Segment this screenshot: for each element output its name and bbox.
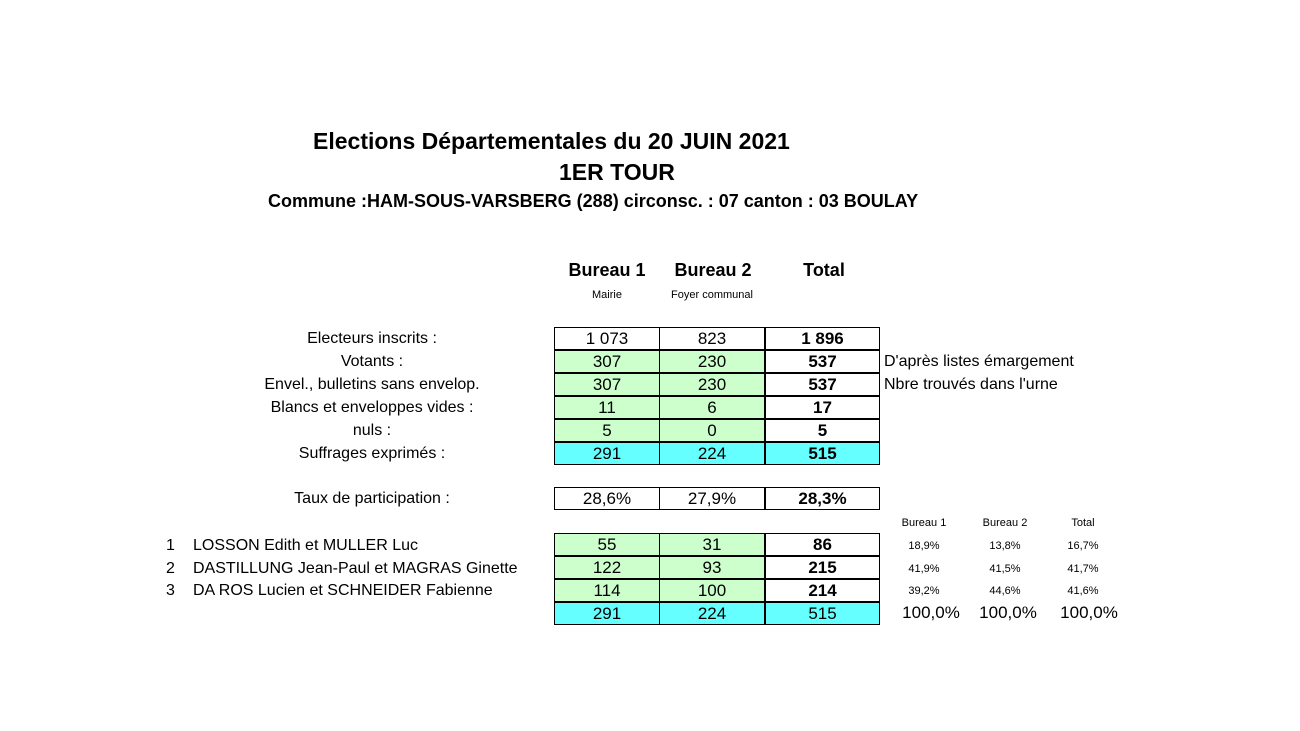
cell-totals-b1: 291 xyxy=(554,602,660,625)
pct-head-b2: Bureau 2 xyxy=(982,517,1028,529)
pct-totals-b2: 100,0% xyxy=(979,603,1037,622)
cell-inscrits-b1: 1 073 xyxy=(554,327,660,350)
row-label-participation: Taux de participation : xyxy=(294,490,450,507)
row-label-inscrits: Electeurs inscrits : xyxy=(307,330,437,347)
cell-nuls-b1: 5 xyxy=(554,419,660,442)
candidate-num: 2 xyxy=(166,560,175,577)
cell-cand1-total: 86 xyxy=(765,533,880,556)
candidate-name: DA ROS Lucien et SCHNEIDER Fabienne xyxy=(193,582,493,599)
cell-nuls-b2: 0 xyxy=(659,419,765,442)
col-bureau1-sub: Mairie xyxy=(592,289,622,301)
row-label-votants: Votants : xyxy=(340,353,404,370)
cell-participation-total: 28,3% xyxy=(765,487,880,510)
cell-cand3-total: 214 xyxy=(765,579,880,602)
pct-cand3-b2: 44,6% xyxy=(989,585,1021,597)
cell-participation-b1: 28,6% xyxy=(554,487,660,510)
candidate-name: LOSSON Edith et MULLER Luc xyxy=(193,537,418,554)
cell-blancs-b1: 11 xyxy=(554,396,660,419)
cell-votants-b1: 307 xyxy=(554,350,660,373)
cell-envel-b2: 230 xyxy=(659,373,765,396)
cell-cand1-b1: 55 xyxy=(554,533,660,556)
row-label-envel: Envel., bulletins sans envelop. xyxy=(264,376,480,393)
cell-envel-b1: 307 xyxy=(554,373,660,396)
tour-label: 1ER TOUR xyxy=(559,159,675,185)
cell-cand3-b2: 100 xyxy=(659,579,765,602)
pct-cand1-b1: 18,9% xyxy=(908,540,940,552)
cell-inscrits-b2: 823 xyxy=(659,327,765,350)
cell-votants-b2: 230 xyxy=(659,350,765,373)
pct-head-b1: Bureau 1 xyxy=(901,517,947,529)
page-title: Elections Départementales du 20 JUIN 2021 xyxy=(313,128,790,154)
col-total: Total xyxy=(803,260,845,280)
col-bureau2-sub: Foyer communal xyxy=(671,289,753,301)
cell-cand1-b2: 31 xyxy=(659,533,765,556)
col-bureau1: Bureau 1 xyxy=(568,260,646,280)
commune-line: Commune :HAM-SOUS-VARSBERG (288) circonsc. : 07 canton : 03 BOULAY xyxy=(268,191,919,211)
pct-cand3-b1: 39,2% xyxy=(908,585,940,597)
cell-totals-b2: 224 xyxy=(659,602,765,625)
candidate-num: 1 xyxy=(166,537,175,554)
cell-envel-total: 537 xyxy=(765,373,880,396)
candidate-num: 3 xyxy=(166,582,175,599)
cell-exprimes-b1: 291 xyxy=(554,442,660,465)
pct-cand3-total: 41,6% xyxy=(1067,585,1099,597)
pct-cand2-total: 41,7% xyxy=(1067,563,1099,575)
cell-nuls-total: 5 xyxy=(765,419,880,442)
pct-cand2-b2: 41,5% xyxy=(989,563,1021,575)
pct-cand2-b1: 41,9% xyxy=(908,563,940,575)
cell-cand2-b2: 93 xyxy=(659,556,765,579)
pct-totals-total: 100,0% xyxy=(1060,603,1118,622)
note-envel: Nbre trouvés dans l'urne xyxy=(884,376,1058,393)
row-label-nuls: nuls : xyxy=(352,422,392,439)
cell-exprimes-total: 515 xyxy=(765,442,880,465)
row-label-exprimes: Suffrages exprimés : xyxy=(298,445,446,462)
col-bureau2: Bureau 2 xyxy=(674,260,752,280)
candidate-name: DASTILLUNG Jean-Paul et MAGRAS Ginette xyxy=(193,560,518,577)
cell-cand3-b1: 114 xyxy=(554,579,660,602)
cell-blancs-total: 17 xyxy=(765,396,880,419)
cell-cand2-total: 215 xyxy=(765,556,880,579)
cell-cand2-b1: 122 xyxy=(554,556,660,579)
pct-head-total: Total xyxy=(1071,517,1095,529)
cell-exprimes-b2: 224 xyxy=(659,442,765,465)
row-label-blancs: Blancs et enveloppes vides : xyxy=(270,399,474,416)
pct-totals-b1: 100,0% xyxy=(902,603,960,622)
cell-blancs-b2: 6 xyxy=(659,396,765,419)
pct-cand1-total: 16,7% xyxy=(1067,540,1099,552)
cell-participation-b2: 27,9% xyxy=(659,487,765,510)
cell-votants-total: 537 xyxy=(765,350,880,373)
pct-cand1-b2: 13,8% xyxy=(989,540,1021,552)
cell-totals-total: 515 xyxy=(765,602,880,625)
note-votants: D'après listes émargement xyxy=(884,353,1074,370)
cell-inscrits-total: 1 896 xyxy=(765,327,880,350)
